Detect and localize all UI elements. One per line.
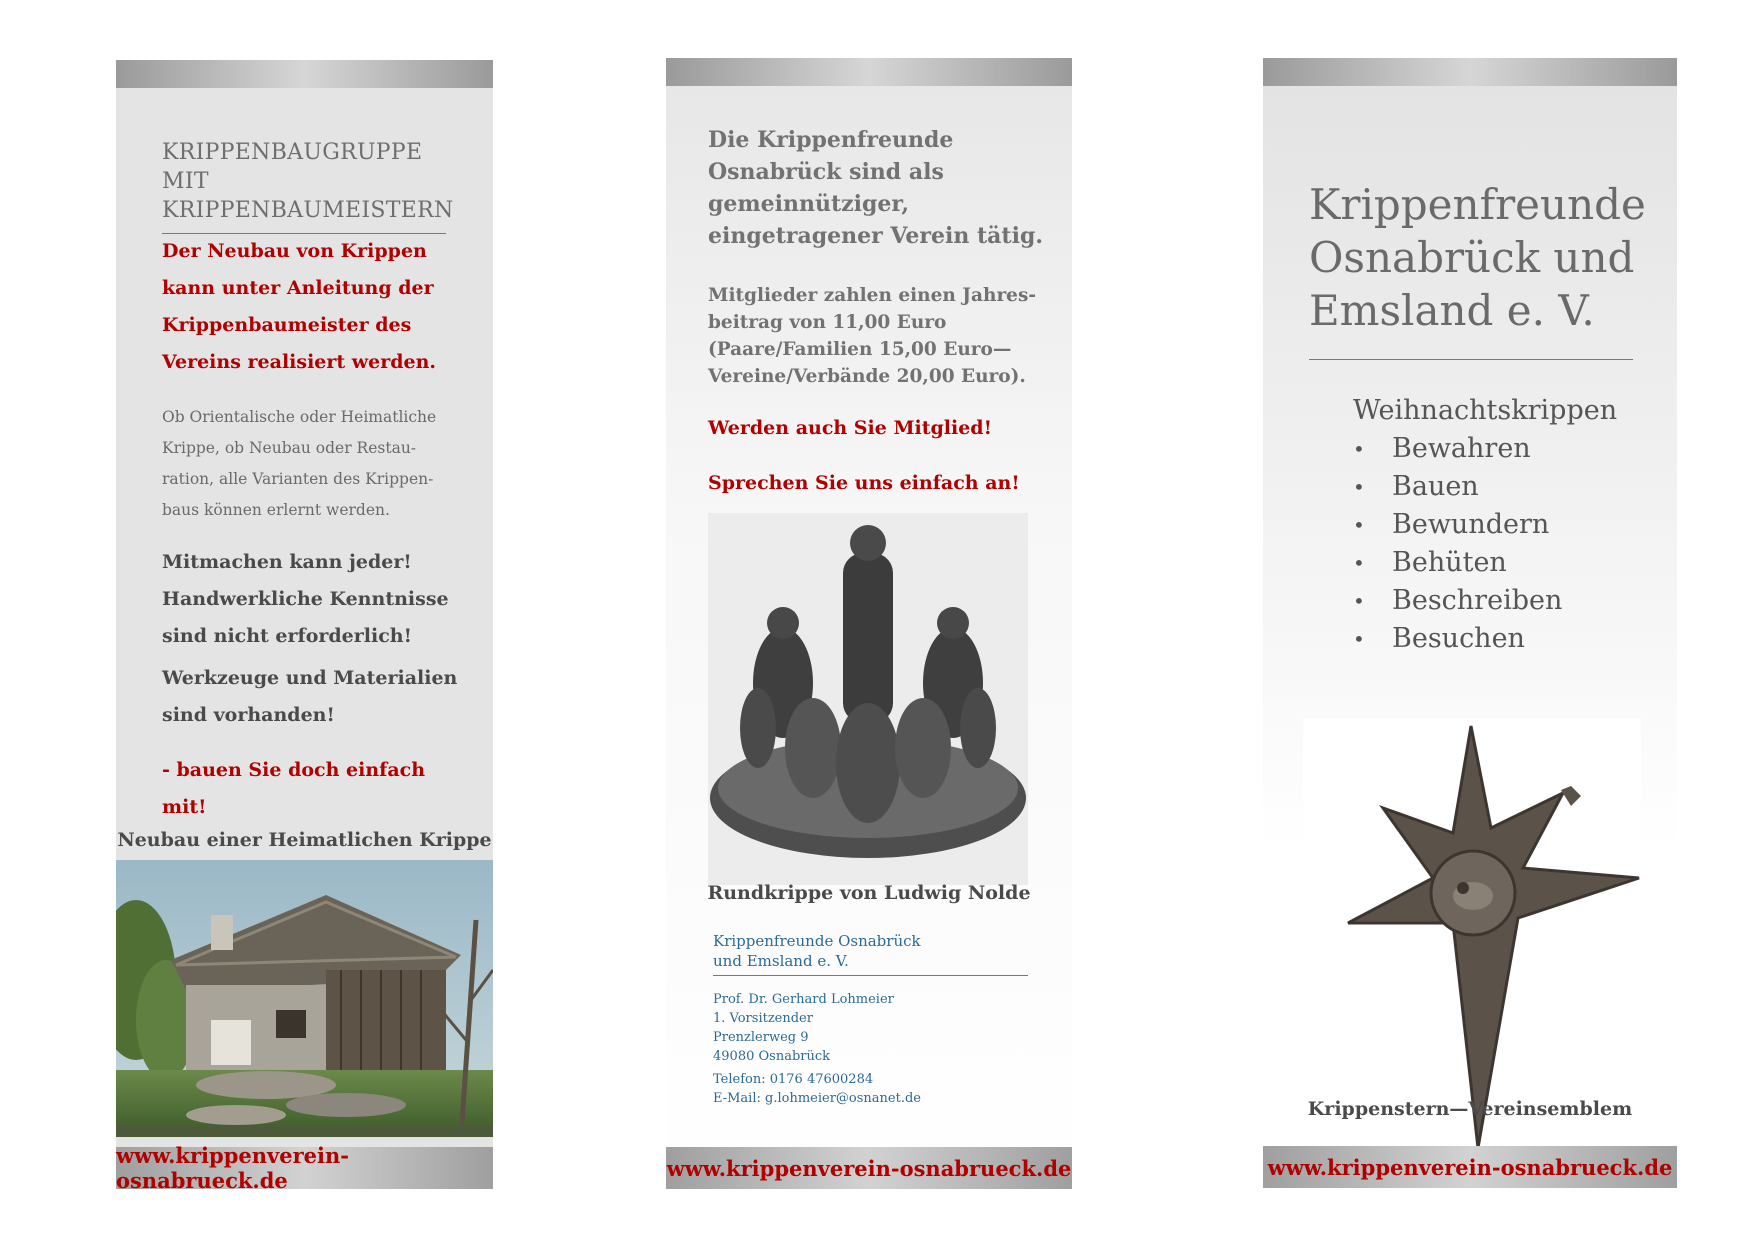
- list-item: [1353, 544, 1562, 582]
- heading-line: KRIPPENBAUGRUPPE MIT: [162, 140, 423, 194]
- title-line: Emsland e. V.: [1309, 286, 1595, 335]
- cta-contact: Sprechen Sie uns einfach an!: [708, 472, 1020, 494]
- bold-block-2: [162, 660, 463, 734]
- footer-url-bar[interactable]: [666, 1147, 1072, 1189]
- call-to-action: [162, 752, 463, 826]
- cta-text: - bauen Sie doch einfach mit!: [162, 759, 426, 818]
- title-line: Krippenfreunde: [1309, 180, 1646, 229]
- list-item: [1353, 582, 1562, 620]
- bold-line: Handwerkliche Kenntnisse: [162, 588, 449, 610]
- intro-line: Die Krippenfreunde: [708, 127, 954, 153]
- list-item: [1353, 620, 1562, 658]
- middle-panel: [666, 58, 1072, 1189]
- list-item-label: Beschreiben: [1392, 585, 1563, 616]
- top-bar: [666, 58, 1072, 86]
- contact-line: Prof. Dr. Gerhard Lohmeier: [713, 992, 894, 1007]
- bullet-icon: •: [1353, 513, 1365, 537]
- org-line: Krippenfreunde Osnabrück: [713, 932, 921, 950]
- photo-caption: [666, 882, 1072, 904]
- list-item-label: Bewundern: [1392, 509, 1550, 540]
- krippenstern-emblem-icon: [1303, 718, 1641, 1158]
- red-line: Der Neubau von Krippen: [162, 240, 427, 262]
- photo-caption: [116, 822, 493, 859]
- list-item-label: Behüten: [1392, 547, 1507, 578]
- heading-line: KRIPPENBAUMEISTERN: [162, 198, 454, 223]
- list-item-label: Bauen: [1392, 471, 1479, 502]
- red-line: Vereins realisiert werden.: [162, 351, 437, 373]
- phone-text[interactable]: Telefon: 0176 47600284: [713, 1072, 874, 1087]
- small-description: [162, 402, 463, 526]
- subtitle: [1353, 392, 1617, 430]
- footer-url-bar[interactable]: [1263, 1146, 1677, 1188]
- krippe-photo: [116, 860, 493, 1137]
- list-item-label: Bewahren: [1392, 433, 1531, 464]
- red-intro: [162, 233, 463, 381]
- bold-line: sind nicht erforderlich!: [162, 625, 412, 647]
- fee-line: Vereine/Verbände 20,00 Euro).: [708, 366, 1026, 387]
- bullet-icon: •: [1353, 551, 1365, 575]
- small-line: ration, alle Varianten des Krippen-: [162, 470, 434, 488]
- bullet-icon: •: [1353, 627, 1365, 651]
- contact-line: Prenzlerweg 9: [713, 1030, 809, 1045]
- contact-block: [713, 990, 894, 1066]
- right-panel: [1263, 58, 1677, 1189]
- list-item: [1353, 430, 1562, 468]
- title-rule: [1309, 359, 1633, 360]
- bold-line: sind vorhanden!: [162, 704, 335, 726]
- intro-line: eingetragener Verein tätig.: [708, 223, 1043, 249]
- bold-line: Werkzeuge und Materialien: [162, 667, 458, 689]
- fee-line: beitrag von 11,00 Euro: [708, 312, 947, 333]
- bold-line: Mitmachen kann jeder!: [162, 551, 412, 573]
- small-line: Krippe, ob Neubau oder Restau-: [162, 439, 417, 457]
- small-line: Ob Orientalische oder Heimatliche: [162, 408, 437, 426]
- list-item: [1353, 506, 1562, 544]
- caption-text: Rundkrippe von Ludwig Nolde: [707, 882, 1031, 904]
- top-bar: [1263, 58, 1677, 86]
- fee-line: Mitglieder zahlen einen Jahres-: [708, 285, 1037, 306]
- contact-line: 1. Vorsitzender: [713, 1011, 813, 1026]
- fee-block: [708, 282, 1036, 390]
- list-item-label: Besuchen: [1392, 623, 1525, 654]
- footer-url[interactable]: www.krippenverein-osnabrueck.de: [116, 1143, 349, 1193]
- footer-url[interactable]: www.krippenverein-osnabrueck.de: [1267, 1154, 1673, 1180]
- title-line: Osnabrück und: [1309, 233, 1635, 282]
- intro-block: [708, 124, 1043, 252]
- org-name: [713, 931, 921, 971]
- list-item: [1353, 468, 1562, 506]
- intro-line: Osnabrück sind als: [708, 159, 944, 185]
- caption-text: Neubau einer Heimatlichen Krippe: [117, 829, 492, 851]
- left-panel: [116, 60, 493, 1193]
- left-heading: [162, 138, 463, 234]
- top-bar: [116, 60, 493, 88]
- contact-line: 49080 Osnabrück: [713, 1049, 831, 1064]
- org-line: und Emsland e. V.: [713, 952, 849, 970]
- rundkrippe-photo: [708, 513, 1028, 885]
- caption-text: Krippenstern—Vereinsemblem: [1307, 1098, 1633, 1120]
- red-line: Krippenbaumeister des: [162, 314, 412, 336]
- cta-member: Werden auch Sie Mitglied!: [708, 417, 992, 439]
- main-title: [1309, 178, 1646, 337]
- bullet-icon: •: [1353, 475, 1365, 499]
- bold-block-1: [162, 544, 463, 655]
- fee-line: (Paare/Familien 15,00 Euro—: [708, 339, 1012, 360]
- footer-url-bar[interactable]: [116, 1143, 493, 1193]
- bullet-icon: •: [1353, 437, 1365, 461]
- bullet-icon: •: [1353, 589, 1365, 613]
- bullet-list: [1353, 430, 1562, 658]
- phone-email: [713, 1070, 921, 1108]
- org-rule: [713, 975, 1028, 976]
- email-link[interactable]: E-Mail: g.lohmeier@osnanet.de: [713, 1091, 921, 1106]
- footer-url[interactable]: www.krippenverein-osnabrueck.de: [666, 1155, 1072, 1181]
- intro-line: gemeinnütziger,: [708, 191, 910, 217]
- emblem-caption: [1263, 1098, 1677, 1120]
- subtitle-text: Weihnachtskrippen: [1353, 395, 1618, 426]
- small-line: baus können erlernt werden.: [162, 501, 390, 519]
- red-line: kann unter Anleitung der: [162, 277, 434, 299]
